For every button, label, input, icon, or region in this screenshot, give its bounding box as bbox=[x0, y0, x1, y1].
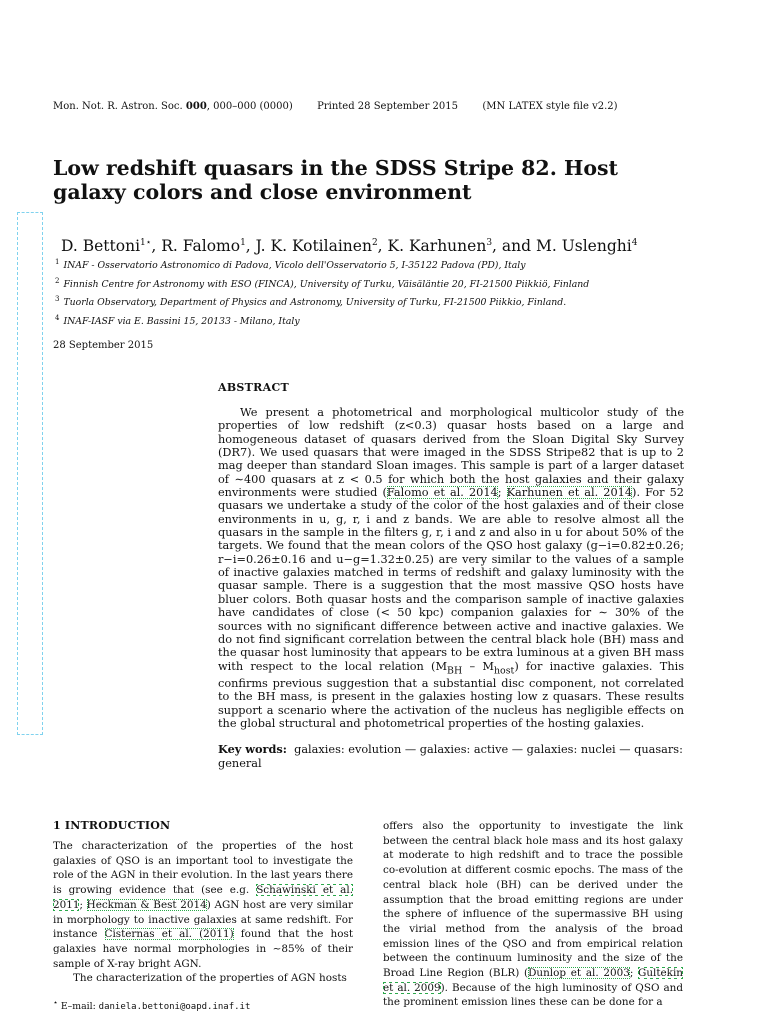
body-text: ) AGN host are very similar in morphology to inactive galaxies at same redshift. For instance bbox=[53, 898, 354, 941]
footnote-label: E–mail: bbox=[60, 1001, 96, 1013]
section-heading: 1 INTRODUCTION bbox=[53, 819, 171, 832]
affiliation-text: Finnish Centre for Astronomy with ESO (FINCA), University of Turku, Väisäläntie 20, FI-21500 Piikkiö, Finland bbox=[63, 278, 590, 290]
affiliation bbox=[55, 255, 735, 274]
citation-link[interactable]: Schawinski et al. 2011 bbox=[53, 884, 354, 911]
journal-pages: , 000–000 (0000) bbox=[206, 101, 293, 112]
printed-date: Printed 28 September 2015 bbox=[317, 101, 459, 112]
journal-volume: 000 bbox=[185, 101, 207, 112]
body-text: offers also the opportunity to investigate the link between the central black hole mass and its host galaxy at moderate to high redshift and to trace the possible co-evolution at different cosmic epochs. The mass of the central black hole (BH) can be derived under the assumption that the broad emitting regions are under the sphere of influence of the supermassive BH using the virial method from the analysis of the broad emission lines of the QSO and from empirical relation between the continuum luminosity and the size of the Broad Line Region (BLR) ( bbox=[383, 820, 683, 980]
subscript: host bbox=[493, 664, 515, 676]
abstract-part: ) for inactive galaxies. This confirms previous suggestion that a substantial disc component, not correlated to the BH mass, is present in the galaxies hosting low z quasars. These results support a scenario where the activation of the nucleus has negligible effects on the global structural and photometrical properties of the hosting galaxies. bbox=[218, 659, 685, 731]
author-separator: , bbox=[377, 237, 388, 255]
keywords-text: galaxies: evolution — galaxies: active — galaxies: nuclei — quasars: general bbox=[218, 743, 683, 770]
author: D. Bettoni bbox=[61, 237, 141, 255]
affiliation-number: 2 bbox=[55, 276, 60, 285]
paper-title: Low redshift quasars in the SDSS Stripe 82. Host galaxy colors and close environment bbox=[53, 156, 619, 204]
affiliation-number: 3 bbox=[55, 295, 60, 304]
citation-separator: ; bbox=[629, 967, 639, 980]
author-list bbox=[61, 237, 721, 255]
citation-separator: ; bbox=[497, 486, 507, 500]
footnote-mark: ⋆ bbox=[53, 998, 58, 1007]
author-separator: , bbox=[245, 237, 256, 255]
body-text: ). Because of the high luminosity of QSO and the prominent emission lines these can be done for a bbox=[383, 981, 683, 1009]
footnote bbox=[53, 998, 250, 1012]
author: R. Falomo bbox=[161, 237, 241, 255]
abstract-part: We present a photometrical and morphological multicolor study of the properties of low redshift (z<0.3) quasar hosts based on a large and homogeneous dataset of quasars derived from the Sloan Digital Sky Survey (DR7). We used quasars that were imaged in the SDSS Stripe82 that is up to 2 mag deeper than standard Sloan images. This sample is part of a larger dataset of ∼400 quasars at z < 0.5 for which both the host galaxies and their galaxy environments were studied ( bbox=[218, 406, 684, 500]
citation-link[interactable]: Dunlop et al. 2003 bbox=[528, 967, 630, 980]
author-superscript: 3 bbox=[486, 237, 493, 248]
keywords-label: Key words: bbox=[218, 742, 287, 756]
style-file: (MN LATEX style file v2.2) bbox=[482, 101, 618, 112]
author-superscript: 2 bbox=[371, 237, 378, 248]
affiliation bbox=[55, 311, 735, 330]
citation-link[interactable]: Karhunen et al. 2014 bbox=[506, 486, 633, 500]
selection-marker bbox=[17, 212, 43, 735]
author: J. K. Kotilainen bbox=[255, 237, 372, 255]
citation-link[interactable]: Cisternas et al. (2011) bbox=[104, 928, 234, 941]
received-date: 28 September 2015 bbox=[53, 340, 154, 351]
body-text: The characterization of the properties of AGN hosts bbox=[73, 972, 347, 985]
abstract-text bbox=[218, 406, 684, 731]
affiliation-text: INAF-IASF via E. Bassini 15, 20133 - Milano, Italy bbox=[63, 315, 300, 327]
journal-prefix: Mon. Not. R. Astron. Soc. bbox=[53, 101, 183, 112]
author: K. Karhunen bbox=[387, 237, 487, 255]
running-header bbox=[53, 101, 618, 112]
body-column-right bbox=[383, 819, 683, 1010]
abstract-part: – M bbox=[462, 659, 494, 673]
affiliation-text: Tuorla Observatory, Department of Physics and Astronomy, University of Turku, FI-21500 Piikkio, Finland. bbox=[63, 297, 567, 309]
body-column-left bbox=[53, 839, 353, 986]
citation-link[interactable]: Heckman & Best 2014 bbox=[86, 898, 207, 911]
citation-link[interactable]: Gultekin et al. 2009 bbox=[383, 967, 683, 994]
affiliation bbox=[55, 292, 735, 311]
author-superscript: 1⋆ bbox=[140, 237, 152, 248]
affiliation bbox=[55, 274, 735, 293]
abstract-heading: ABSTRACT bbox=[218, 381, 289, 394]
body-text: The characterization of the properties of the host galaxies of QSO is an important tool to investigate the role of the AGN in their evolution. In the last years there is growing evidence that (see e.g. bbox=[53, 840, 353, 897]
affiliation-text: INAF - Osservatorio Astronomico di Padova, Vicolo dell'Osservatorio 5, I-35122 Padova (PD), Italy bbox=[63, 260, 526, 272]
author-separator: , and bbox=[492, 237, 536, 255]
keywords bbox=[218, 742, 684, 771]
subscript: BH bbox=[447, 664, 463, 676]
author-superscript: 1 bbox=[240, 237, 246, 248]
affiliation-number: 4 bbox=[55, 313, 60, 322]
citation-link[interactable]: Falomo et al. 2014 bbox=[386, 486, 498, 500]
body-text: found that the host galaxies have normal morphologies in ∼85% of their sample of X-ray bright AGN. bbox=[53, 928, 353, 970]
abstract-part: ). For 52 quasars we undertake a study of the color of the host galaxies and of their close environments in u, g, r, i and z bands. We are able to resolve almost all the quasars in the sample in the filters g, r, i and z and also in u for about 50% of the targets. We found that the mean colors of the QSO host galaxy (g−i=0.82±0.26; r−i=0.26±0.16 and u−g=1.32±0.25) are very similar to the values of a sample of inactive galaxies matched in terms of redshift and galaxy luminosity with the quasar sample. There is a suggestion that the most massive QSO hosts have bluer colors. Both quasar hosts and the comparison sample of inactive galaxies have candidates of close (< 50 kpc) companion galaxies for ∼ 30% of the sources with no significant difference between active and inactive galaxies. We do not find significant correlation between the central black hole (BH) mass and the quasar host luminosity that appears to be extra luminous at a given BH mass with respect to the local relation (M bbox=[218, 486, 684, 673]
author: M. Uslenghi bbox=[535, 237, 632, 255]
citation-separator: ; bbox=[79, 898, 87, 911]
author-separator: , bbox=[151, 237, 162, 255]
affiliations bbox=[55, 255, 735, 329]
email-address[interactable]: daniela.bettoni@oapd.inaf.it bbox=[98, 1002, 251, 1013]
affiliation-number: 1 bbox=[55, 258, 60, 266]
author-superscript: 4 bbox=[631, 237, 638, 248]
